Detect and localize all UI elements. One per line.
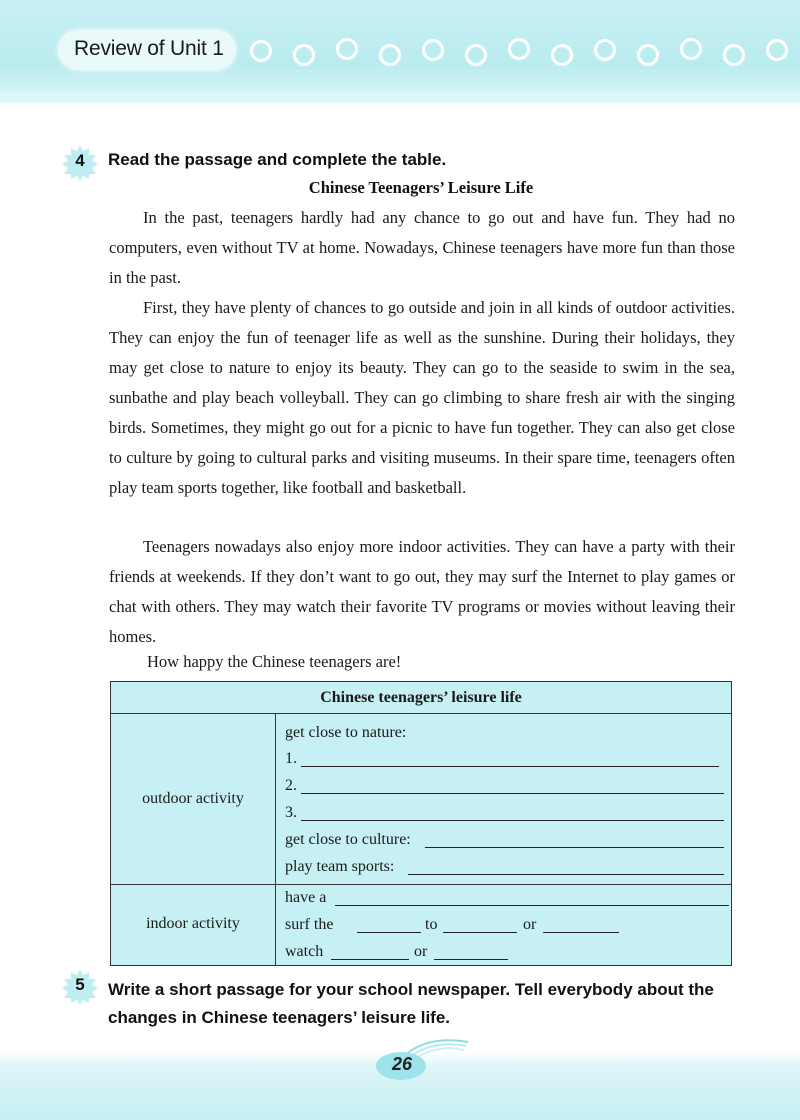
paragraph-1 bbox=[109, 203, 735, 293]
blank-2-number: 2. bbox=[285, 777, 297, 794]
ring-icon bbox=[723, 44, 745, 66]
section-number: 4 bbox=[75, 151, 85, 170]
section-5-instruction: Write a short passage for your school newspaper. Tell everybody about the changes in Chinese teenagers’ leisure life. bbox=[108, 980, 714, 1027]
leisure-table bbox=[110, 681, 732, 966]
alternative-blank-line[interactable] bbox=[543, 932, 619, 933]
purpose-blank-line[interactable] bbox=[443, 932, 517, 933]
table-heading: Chinese teenagers’ leisure life bbox=[111, 682, 731, 714]
section-4-badge bbox=[62, 145, 98, 181]
to-label: to bbox=[425, 916, 438, 933]
outdoor-activity-label: outdoor activity bbox=[142, 790, 244, 807]
closing-sentence: How happy the Chinese teenagers are! bbox=[147, 652, 402, 671]
ring-icon bbox=[336, 38, 358, 60]
paragraph-text: In the past, teenagers hardly had any chance to go out and have fun. They had no computers, even without TV at home. Nowadays, Chinese teenagers have more fun than those in the past. bbox=[109, 208, 735, 287]
or-label: or bbox=[523, 916, 537, 933]
paragraph-text: Teenagers nowadays also enjoy more indoor activities. They can have a party with their friends at weekends. If they don’t want to go out, they may surf the Internet to play games or chat with others. They may watch their favorite TV programs or movies without leaving their homes. bbox=[109, 537, 735, 646]
paragraph-3 bbox=[109, 532, 735, 652]
passage-title: Chinese Teenagers’ Leisure Life bbox=[308, 178, 534, 197]
blank-3-number: 3. bbox=[285, 804, 297, 821]
unit-title: Review of Unit 1 bbox=[74, 37, 224, 60]
ring-icon bbox=[551, 44, 573, 66]
table-divider bbox=[111, 884, 731, 885]
decorative-rings bbox=[238, 30, 800, 74]
blank-3-line[interactable] bbox=[301, 820, 724, 821]
header-stripe bbox=[0, 96, 800, 102]
indoor-activity-label: indoor activity bbox=[146, 915, 240, 932]
blank-1-number: 1. bbox=[285, 750, 297, 767]
ring-icon bbox=[293, 44, 315, 66]
watch-blank-line[interactable] bbox=[331, 959, 409, 960]
culture-label: get close to culture: bbox=[285, 831, 411, 848]
party-blank-line[interactable] bbox=[335, 905, 729, 906]
page-number-badge bbox=[360, 1034, 470, 1084]
ring-icon bbox=[680, 38, 702, 60]
section-5-badge bbox=[62, 969, 98, 1005]
ring-icon bbox=[465, 44, 487, 66]
blank-2-line[interactable] bbox=[301, 793, 724, 794]
table-divider bbox=[275, 713, 276, 965]
surf-blank-line[interactable] bbox=[357, 932, 421, 933]
ring-icon bbox=[766, 39, 788, 61]
watch-label: watch bbox=[285, 943, 324, 960]
page-number: 26 bbox=[391, 1054, 413, 1074]
ring-icon bbox=[508, 38, 530, 60]
watch-alt-blank-line[interactable] bbox=[434, 959, 508, 960]
sports-label: play team sports: bbox=[285, 858, 395, 875]
ring-icon bbox=[594, 39, 616, 61]
have-a-label: have a bbox=[285, 889, 327, 906]
paragraph-2 bbox=[109, 293, 735, 503]
ring-icon bbox=[250, 40, 272, 62]
ring-icon bbox=[637, 44, 659, 66]
surf-the-label: surf the bbox=[285, 916, 334, 933]
section-number: 5 bbox=[75, 975, 85, 994]
ring-icon bbox=[379, 44, 401, 66]
culture-blank-line[interactable] bbox=[425, 847, 724, 848]
ring-icon bbox=[422, 39, 444, 61]
paragraph-text: First, they have plenty of chances to go outside and join in all kinds of outdoor activities. They can enjoy the fun of teenager life as well as the sunshine. During their holidays, they may get close to nature to enjoy its beauty. They can go to the seaside to swim in the sea, sunbathe and play beach volleyball. They can go climbing to share fresh air with the singing birds. Sometimes, they might go out for a picnic to have fun together. They can also get close to culture by going to cultural parks and visiting museums. In their spare time, teenagers often play team sports together, like football and basketball. bbox=[109, 298, 735, 497]
or-label: or bbox=[414, 943, 428, 960]
blank-1-line[interactable] bbox=[301, 766, 719, 767]
nature-label: get close to nature: bbox=[285, 724, 407, 741]
section-4-instruction: Read the passage and complete the table. bbox=[108, 150, 447, 169]
sports-blank-line[interactable] bbox=[408, 874, 724, 875]
